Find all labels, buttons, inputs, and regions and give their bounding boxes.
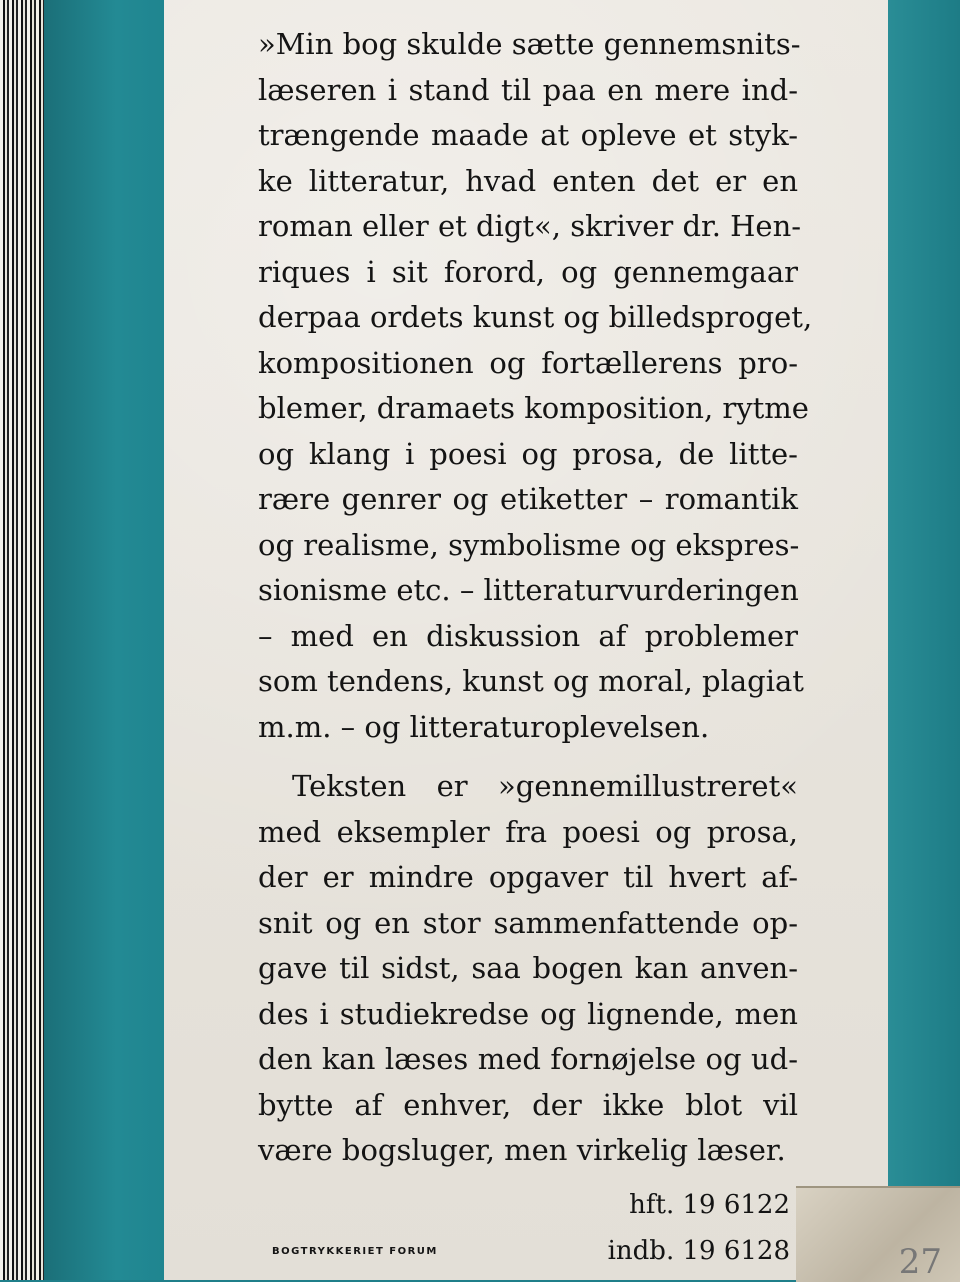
text-line: roman eller et digt«, skriver dr. Hen- — [258, 209, 802, 243]
paragraph-1 — [258, 22, 813, 750]
text-line: være bogsluger, men virkelig læser. — [258, 1133, 786, 1167]
text-line: som tendens, kunst og moral, plagiat — [258, 664, 804, 698]
text-line: og realisme, symbolisme og ekspres- — [258, 527, 800, 562]
cover-teal-left — [44, 0, 164, 1280]
blurb-text — [258, 22, 813, 1174]
text-line: snit og en stor sammenfattende op- — [258, 905, 798, 940]
text-line: bytte af enhver, der ikke blot vil — [258, 1087, 798, 1122]
text-line: m.m. – og litteraturoplevelsen. — [258, 709, 710, 744]
text-line: riques i sit forord, og gennemgaar — [258, 254, 798, 289]
text-line: »Min bog skulde sætte gennemsnits- — [258, 27, 801, 61]
text-line: rære genrer og etiketter – romantik — [258, 482, 798, 516]
text-line: sionisme etc. – litteraturvurderingen — [258, 573, 799, 607]
text-line: blemer, dramaets komposition, rytme — [258, 391, 809, 425]
text-line: trængende maade at opleve et styk- — [258, 118, 798, 152]
text-line: den kan læses med fornøjelse og ud- — [258, 1042, 798, 1076]
price-indb: indb. 19 6128 — [607, 1236, 790, 1266]
text-line: – med en diskussion af problemer — [258, 618, 798, 653]
text-line: derpaa ordets kunst og billedsproget, — [258, 300, 813, 334]
cover-teal-right — [888, 0, 960, 1280]
text-line: Teksten er »gennemillustreret« — [292, 769, 798, 803]
torn-sticker — [796, 1186, 960, 1282]
text-line: des i studiekredse og lignende, men — [258, 996, 798, 1031]
text-line: og klang i poesi og prosa, de litte- — [258, 436, 798, 471]
text-line: kompositionen og fortællerens pro- — [258, 345, 798, 380]
price-hft: hft. 19 6122 — [629, 1190, 790, 1220]
text-line: gave til sidst, saa bogen kan anven- — [258, 951, 798, 985]
text-line: der er mindre opgaver til hvert af- — [258, 860, 798, 894]
book-spine-edge — [0, 0, 44, 1280]
printer-imprint: BOGTRYKKERIET FORUM — [272, 1246, 438, 1257]
paragraph-2 — [258, 764, 798, 1174]
sticker-number: 27 — [898, 1242, 942, 1282]
text-line: ke litteratur, hvad enten det er en — [258, 163, 798, 198]
text-line: med eksempler fra poesi og prosa, — [258, 814, 798, 849]
text-line: læseren i stand til paa en mere ind- — [258, 72, 798, 107]
